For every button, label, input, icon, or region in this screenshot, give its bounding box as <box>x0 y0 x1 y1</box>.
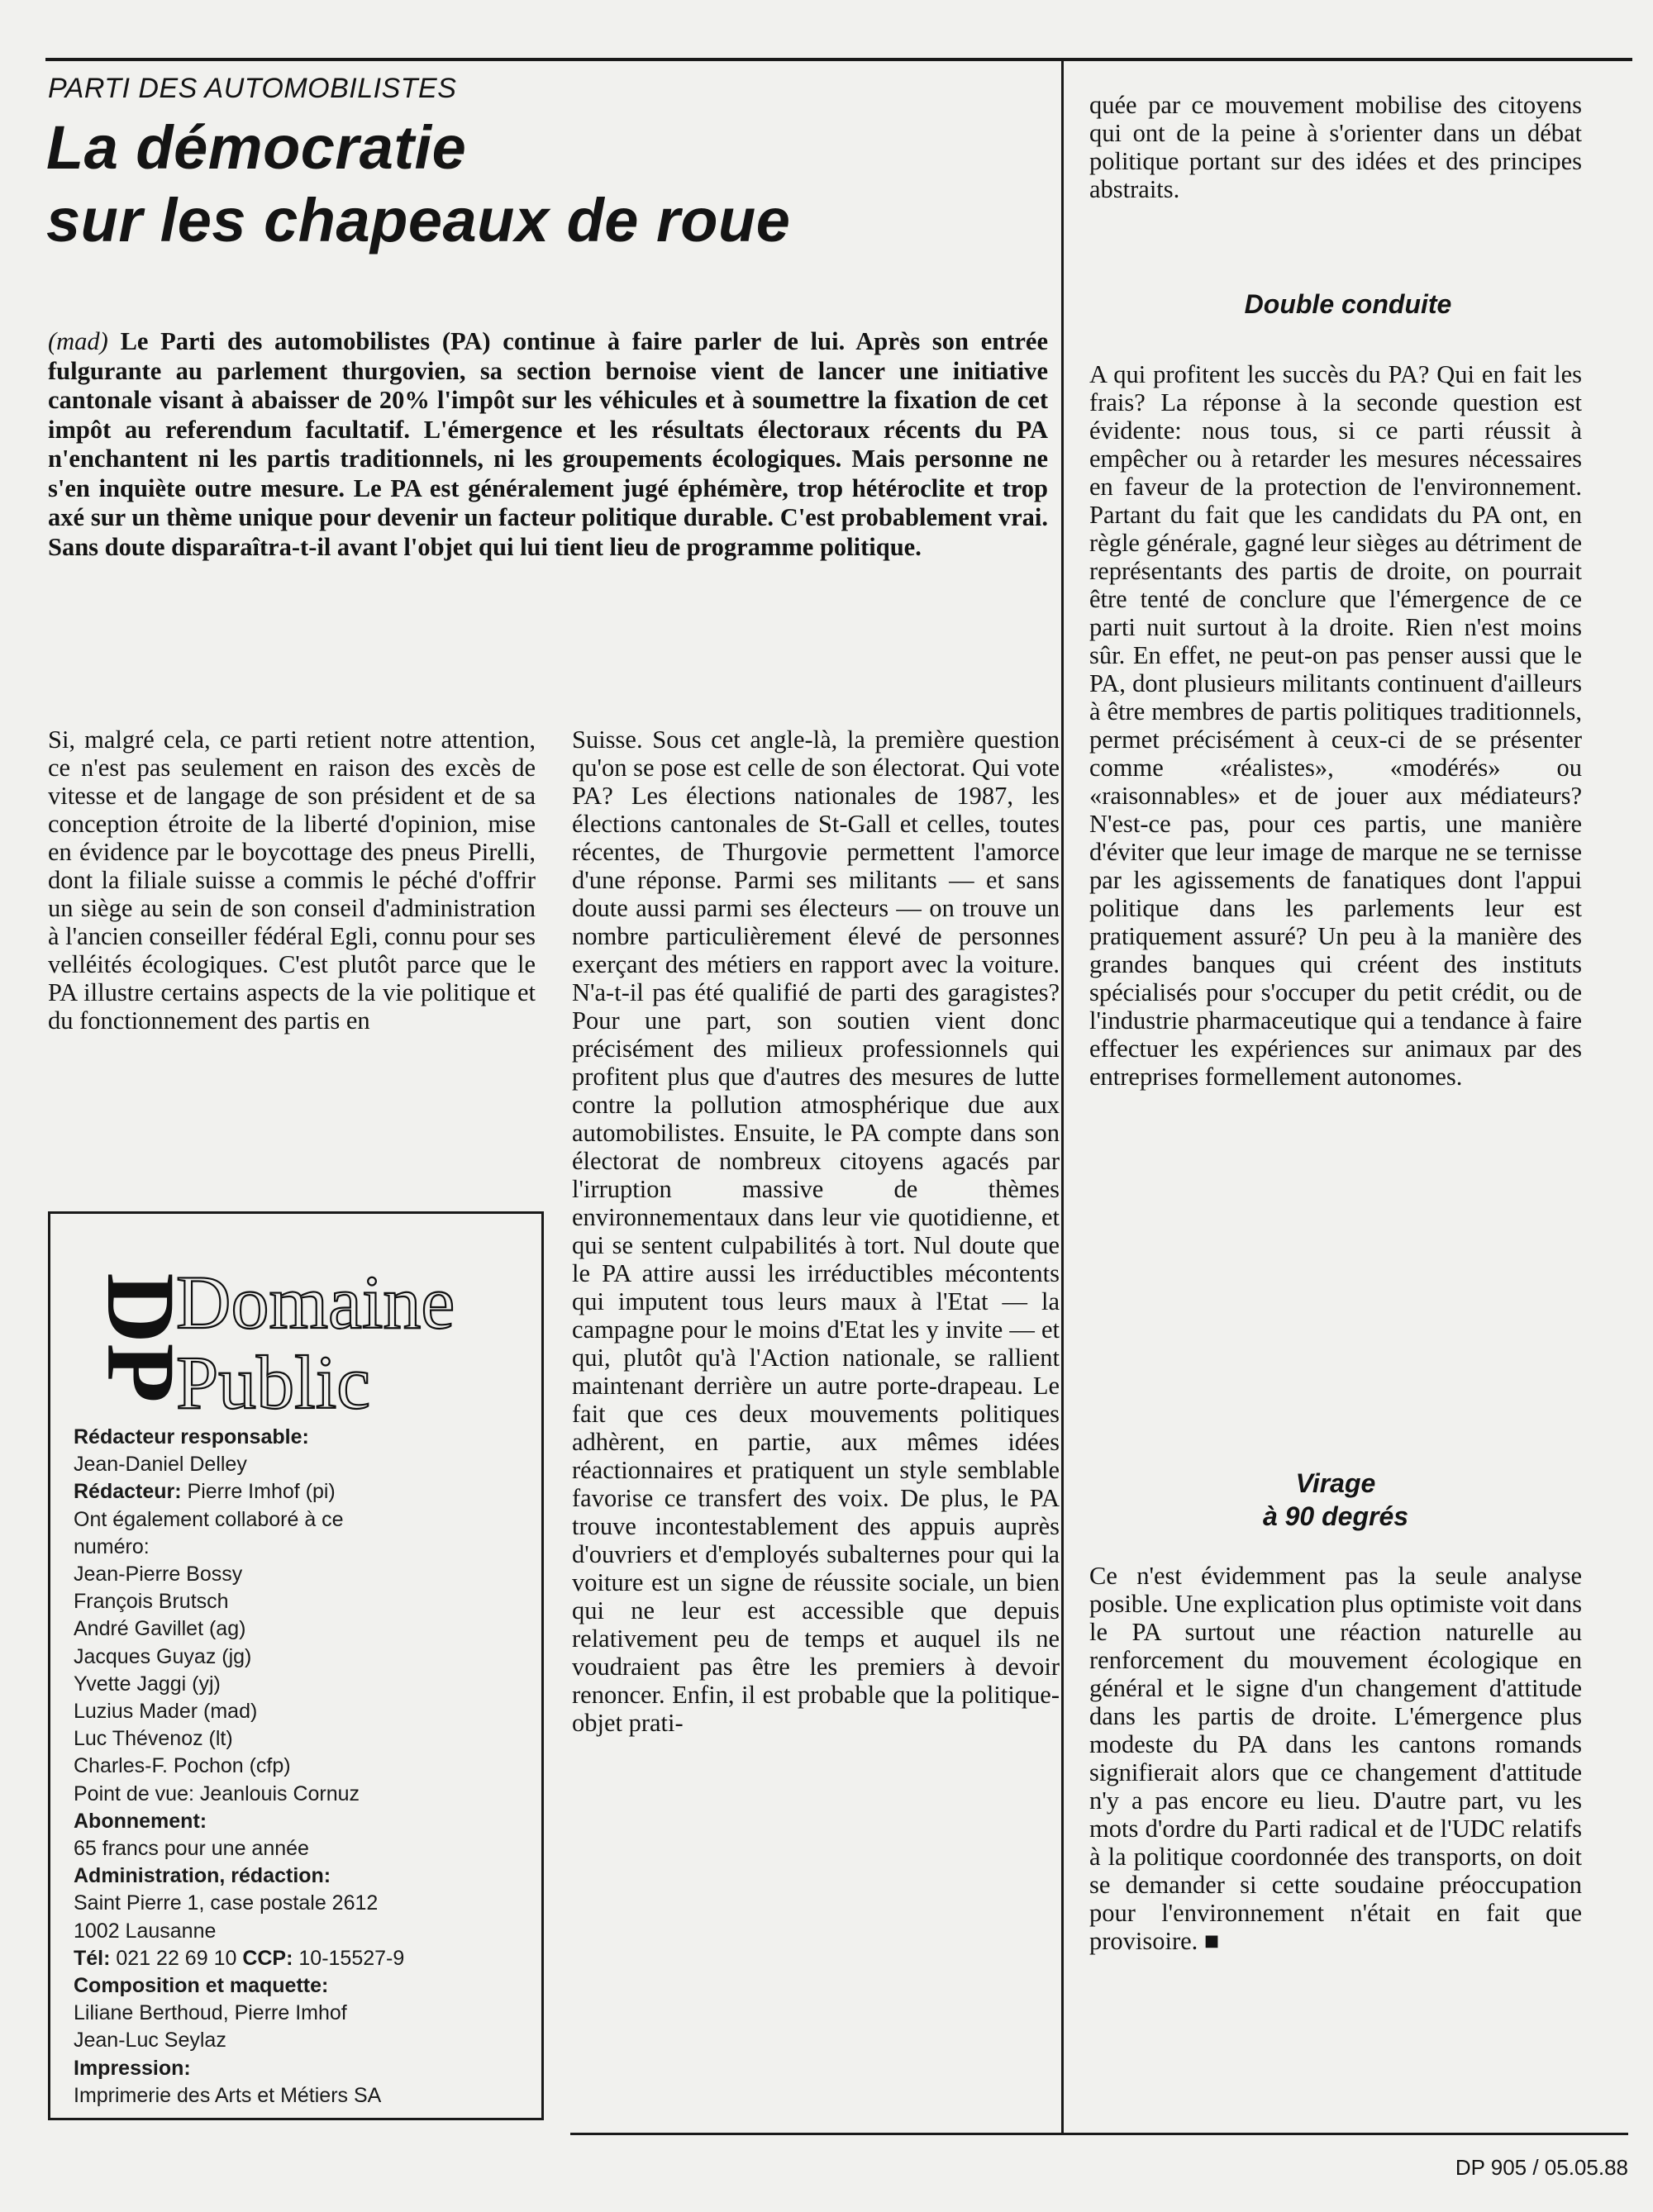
address-line-2: 1002 Lausanne <box>74 1919 217 1943</box>
composition-line-2: Jean-Luc Seylaz <box>74 2029 226 2053</box>
headline-line-2: sur les chapeaux de roue <box>46 186 791 254</box>
logo-word-domaine: Domaine <box>176 1260 455 1344</box>
label-redacteur-responsable: Rédacteur responsable: <box>74 1425 309 1449</box>
label-redacteur: Rédacteur: <box>74 1480 182 1504</box>
contributor: Luc Thévenoz (lt) <box>74 1727 233 1751</box>
label-impression: Impression: <box>74 2056 191 2080</box>
body-column-2: Suisse. Sous cet angle-là, la première question qu'on se pose est celle de son électorat. Qui vote PA? Les élections nationales de 1987, les élections cantonales de St-Gall et celles, toutes récentes, de Thurgovie permettent l'amorce d'une réponse. Parmi ses militants — et sans doute aussi parmi ses électeurs — on trouve un nombre particulièrement élevé de personnes exerçant des métiers en rapport avec la voiture. N'a-t-il pas été qualifié de parti des garagistes? Pour une part, son soutien vient donc précisément des milieux professionnels qui profitent plus que d'autres des mesures de lutte contre la pollution atmosphérique due aux automobilistes. Ensuite, le PA compte dans son électorat de nombreux citoyens agacés par l'irruption massive de thèmes environnementaux dans leur vie quotidienne, et qui se sentent culpabilités à tort. Nul doute que le PA attire aussi les irréductibles mécontents qui imputent tous leurs maux à l'Etat — la campagne pour le moins d'Etat les y invite — et qui, plutôt qu'à l'Action nationale, se rallient maintenant derrière un autre porte-drapeau. Le fait que ces deux mouvements politiques adhèrent, en partie, aux mêmes idées réactionnaires et pratiquent un style semblable favorise ce transfert des voix. De plus, le PA trouve incontestablement des appuis auprès d'ouvriers et d'employés subalternes pour qui la voiture est un signe de réussite sociale, un bien qui ne leur est accessible que depuis relativement peu de temps et auquel ils ne voudraient pas être les premiers à devoir renoncer. Enfin, il est probable que la politique-objet prati- <box>572 725 1060 1737</box>
composition-line-1: Liliane Berthoud, Pierre Imhof <box>74 2001 347 2025</box>
column-rule <box>1061 61 1064 2133</box>
address-line-1: Saint Pierre 1, case postale 2612 <box>74 1891 379 1915</box>
subhead-double-conduite <box>1089 289 1582 320</box>
contributor: François Brutsch <box>74 1590 229 1614</box>
redacteur-responsable: Jean-Daniel Delley <box>74 1453 247 1477</box>
abonnement: 65 francs pour une année <box>74 1837 309 1861</box>
masthead-box <box>48 1211 544 2120</box>
label-abonnement: Abonnement: <box>74 1809 207 1833</box>
contributor: Yvette Jaggi (yj) <box>74 1672 221 1696</box>
contributor: Luzius Mader (mad) <box>74 1700 258 1724</box>
collabore-line-2: numéro: <box>74 1534 150 1558</box>
subhead-1-text: Double conduite <box>1244 289 1452 319</box>
masthead-credits <box>74 1424 536 2110</box>
label-ccp: CCP: <box>242 1946 293 1970</box>
point-de-vue: Point de vue: Jeanlouis Cornuz <box>74 1781 360 1805</box>
subhead-2-line-1: Virage <box>1295 1468 1376 1498</box>
domaine-public-logo <box>67 1239 530 1437</box>
author-tag: (mad) <box>48 327 108 355</box>
redacteur: Pierre Imhof (pi) <box>181 1480 336 1504</box>
issue-footer: DP 905 / 05.05.88 <box>1455 2155 1628 2180</box>
ccp: 10-15527-9 <box>293 1946 405 1970</box>
lead-text: Le Parti des automobilistes (PA) continue à faire parler de lui. Après son entrée fulgurante au parlement thurgovien, sa section bernoise vient de lancer une initiative cantonale visant à abaisser de 20% l'impôt sur les véhicules et à soumettre la fixation de cet impôt au referendum facultatif. L'émergence et les résultats électoraux récents du PA n'enchantent ni les partis traditionnels, ni les groupements écologiques. Mais personne ne s'en inquiète outre mesure. Le PA est généralement jugé éphémère, trop hétéroclite et trop axé sur un thème unique pour devenir un facteur politique durable. C'est probablement vrai. Sans doute disparaîtra-t-il avant l'objet qui lui tient lieu de programme politique. <box>48 327 1048 561</box>
headline <box>46 112 1038 257</box>
body-column-3-top: quée par ce mouvement mobilise des citoyens qui ont de la peine à s'orienter dans un débat politique portant sur des idées et des principes abstraits. <box>1089 91 1582 203</box>
body-column-3-bottom: Ce n'est évidemment pas la seule analyse posible. Une explication plus optimiste voit dans le PA surtout une réaction naturelle au renforcement du mouvement écologique en général et le signe d'un changement d'attitude dans les partis de droite. L'émergence plus modeste du PA dans les cantons romands signifierait alors que ce changement d'attitude n'y a pas encore eu lieu. D'autre part, vu les mots d'ordre du Parti radical et de l'UDC relatifs à la politique coordonnée des transports, on doit se demander si cette soudaine préoccupation pour l'environnement n'était en fait que provisoire. ■ <box>1089 1562 1582 1955</box>
label-composition: Composition et maquette: <box>74 1974 329 1998</box>
lead-paragraph <box>48 327 1048 562</box>
label-administration: Administration, rédaction: <box>74 1864 331 1888</box>
redacteur-row <box>74 1478 536 1506</box>
body-column-1: Si, malgré cela, ce parti retient notre attention, ce n'est pas seulement en raison des excès de vitesse et de langage de son président et de sa conception étroite de la liberté d'opinion, mise en évidence par le boycottage des pneus Pirelli, dont la filiale suisse a commis le péché d'offrir un siège au sein de son conseil d'administration à l'ancien conseiller fédéral Egli, connu pour ses velléités écologiques. C'est plutôt parce que le PA illustre certains aspects de la vie politique et du fonctionnement des partis en <box>48 725 536 1035</box>
collabore-line-1: Ont également collaboré à ce <box>74 1507 344 1531</box>
contributor: Charles-F. Pochon (cfp) <box>74 1754 291 1778</box>
bottom-rule <box>570 2133 1628 2135</box>
headline-line-1: La démocratie <box>46 113 467 182</box>
body-column-3-middle: A qui profitent les succès du PA? Qui en fait les frais? La réponse à la seconde question est évidente: nous tous, si ce parti réussit à empêcher ou à retarder les mesures nécessaires en faveur de la protection de l'environnement. Partant du fait que les candidats du PA ont, en règle générale, gagné leur sièges au détriment de représentants des partis de droite, on pourrait être tenté de conclure que l'émergence de ce parti nuit surtout à la droite. Rien n'est moins sûr. En effet, ne peut-on pas penser aussi que le PA, dont plusieurs militants continuent d'ailleurs à être membres de partis politiques traditionnels, permet précisément à ceux-ci de se présenter comme «réalistes», «modérés» ou «raisonnables» et de jouer aux médiateurs? N'est-ce pas, pour ces partis, une manière d'éviter que leur image de marque ne se ternisse par les agissements de fanatiques dont l'appui politique dans les parlements leur est pratiquement assuré? Un peu à la manière des grandes banques qui créent des instituts spécialisés pour s'occuper du petit crédit, ou de l'industrie pharmaceutique qui a tendance à faire effectuer les expériences sur animaux par des entreprises formellement autonomes. <box>1089 360 1582 1091</box>
tel-ccp-row <box>74 1945 536 1972</box>
logo-initials: DP <box>87 1272 195 1403</box>
contributor: André Gavillet (ag) <box>74 1617 246 1641</box>
subhead-virage <box>1089 1467 1582 1533</box>
tel: 021 22 69 10 <box>110 1946 243 1970</box>
subhead-2-line-2: à 90 degrés <box>1262 1501 1409 1531</box>
contributor: Jean-Pierre Bossy <box>74 1563 243 1586</box>
label-tel: Tél: <box>74 1946 111 1970</box>
top-rule <box>45 58 1632 61</box>
contributor: Jacques Guyaz (jg) <box>74 1644 252 1668</box>
kicker: PARTI DES AUTOMOBILISTES <box>48 73 457 104</box>
logo-word-public: Public <box>176 1340 371 1425</box>
impression: Imprimerie des Arts et Métiers SA <box>74 2083 382 2107</box>
